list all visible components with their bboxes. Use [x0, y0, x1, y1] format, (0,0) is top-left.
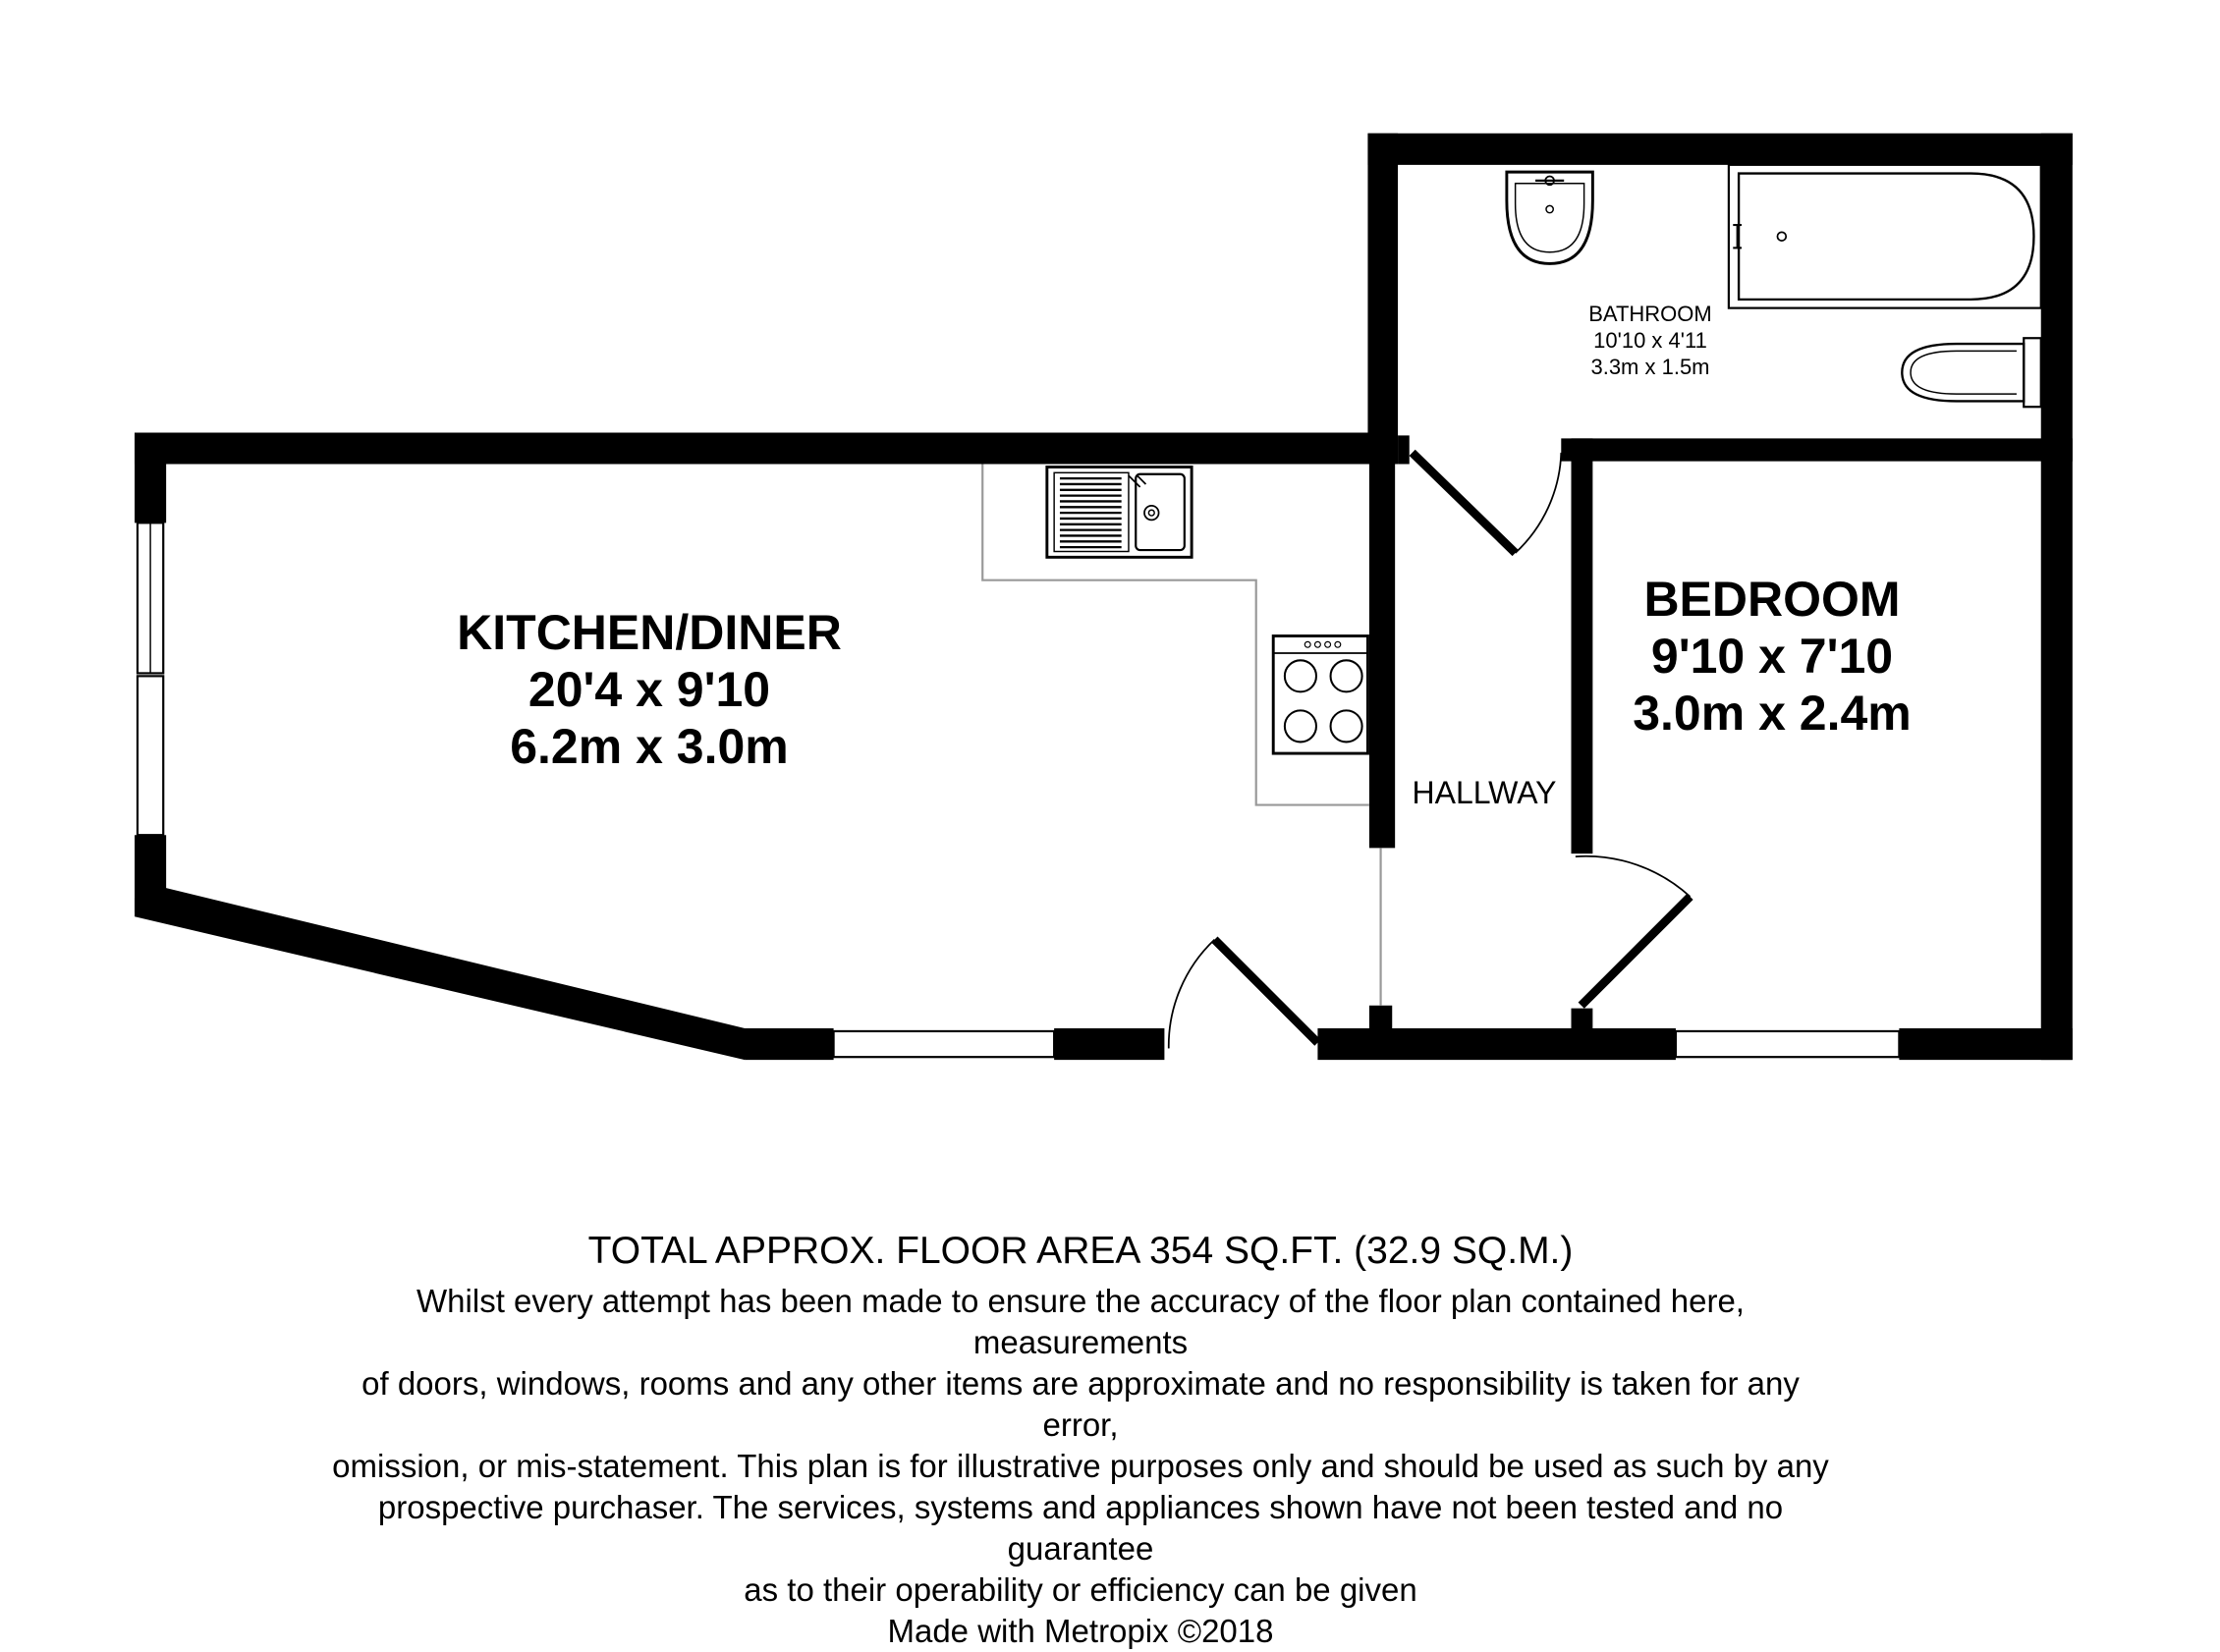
footer [324, 1228, 1837, 1652]
door-bathroom [1413, 453, 1516, 553]
window-bedroom-south [1676, 1031, 1899, 1057]
kitchen-name: KITCHEN/DINER [457, 605, 842, 660]
disclaimer-line: prospective purchaser. The services, systems and appliances shown have not been tested and no guarantee [377, 1489, 1784, 1567]
window-kitchen-south [834, 1031, 1055, 1057]
wall-kitchen-west-upper [135, 432, 166, 523]
hallway-name: HALLWAY [1412, 775, 1557, 810]
disclaimer-line: of doors, windows, rooms and any other items are approximate and no responsibility is taken for any error, [361, 1365, 1800, 1443]
wall-bathroom-north [1367, 134, 2072, 165]
wall-kitchen-hall-stub [1369, 1006, 1392, 1034]
window-west-2 [138, 676, 163, 835]
wall-kitchen-slant [135, 888, 745, 1060]
total-floor-area: TOTAL APPROX. FLOOR AREA 354 SQ.FT. (32.9 SQ.M.) [587, 1230, 1574, 1272]
basin-icon [1507, 172, 1592, 263]
wall-kitchen-south-a [742, 1028, 833, 1060]
wall-bedroom-west-stub [1571, 1009, 1592, 1034]
bathroom-imperial: 10'10 x 4'11 [1593, 328, 1707, 353]
wall-bathroom-south [1561, 438, 2073, 461]
bedroom-imperial: 9'10 x 7'10 [1650, 629, 1894, 684]
bathroom-metric: 3.3m x 1.5m [1590, 355, 1710, 379]
kitchen-label [428, 604, 870, 775]
door-entrance-swing [1169, 940, 1215, 1049]
bath-icon [1729, 165, 2041, 308]
door-bathroom-swing [1516, 453, 1562, 553]
bathroom-label [1542, 301, 1758, 380]
disclaimer-line: as to their operability or efficiency can be given [744, 1571, 1417, 1608]
bedroom-label [1625, 571, 1919, 742]
hallway-label [1393, 775, 1576, 810]
wall-kitchen-south-b [1054, 1028, 1164, 1060]
wall-east [2041, 134, 2073, 1060]
bathroom-name: BATHROOM [1588, 302, 1712, 326]
kitchen-metric: 6.2m x 3.0m [510, 719, 789, 774]
wall-bathroom-west [1367, 134, 1398, 465]
wall-bathroom-stub [1398, 435, 1410, 464]
disclaimer-line: omission, or mis-statement. This plan is for illustrative purposes only and should be used as such by any [332, 1448, 1829, 1484]
bedroom-name: BEDROOM [1643, 572, 1901, 627]
door-bedroom-swing [1576, 856, 1691, 897]
kitchen-imperial: 20'4 x 9'10 [527, 662, 771, 717]
sink-icon [1047, 467, 1192, 557]
bedroom-metric: 3.0m x 2.4m [1633, 686, 1912, 741]
door-bedroom [1582, 897, 1691, 1006]
toilet-icon [1902, 338, 2040, 407]
disclaimer-line: Whilst every attempt has been made to ensure the accuracy of the floor plan contained here, measurements [416, 1283, 1745, 1360]
wall-kitchen-north [135, 432, 1383, 464]
metropix-credit: Made with Metropix ©2018 [887, 1613, 1274, 1649]
wall-kitchen-hall [1369, 459, 1395, 849]
doors [1169, 453, 1691, 1049]
door-entrance [1214, 940, 1317, 1043]
hob-icon [1273, 636, 1367, 754]
